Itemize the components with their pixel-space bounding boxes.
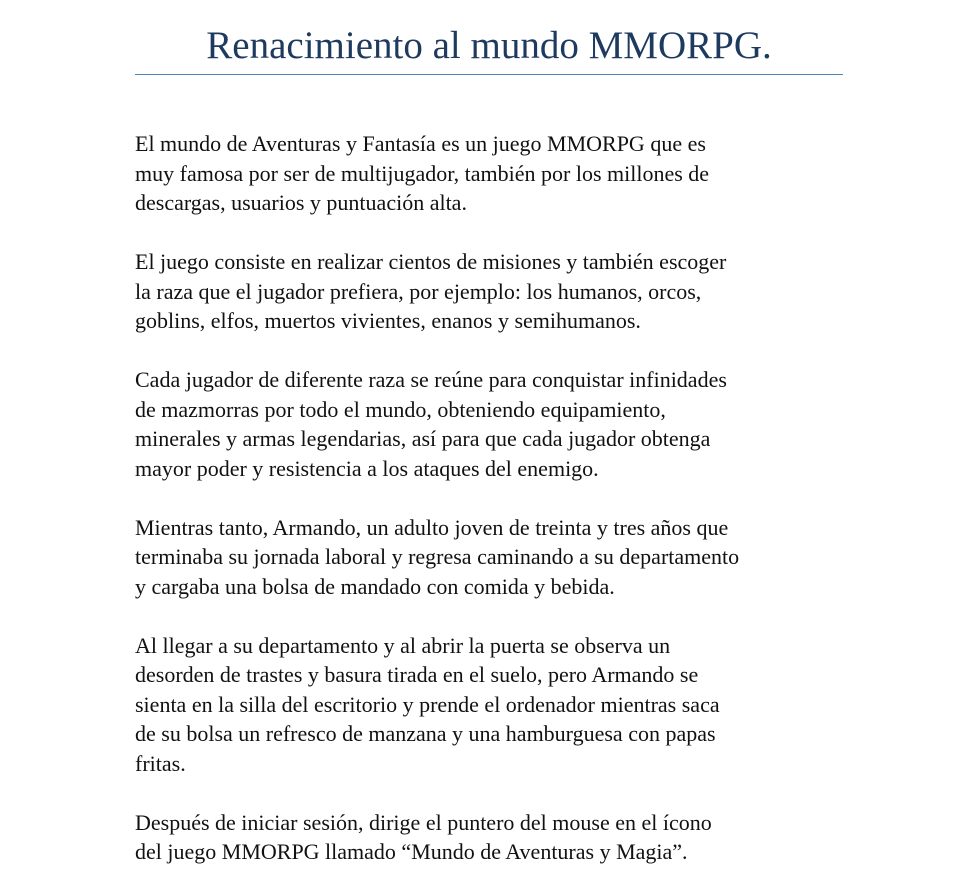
document-body (135, 129, 855, 896)
paragraph (135, 631, 855, 779)
paragraph (135, 808, 855, 867)
text-line: mayor poder y resistencia a los ataques del enemigo. (135, 455, 599, 481)
text-line: muy famosa por ser de multijugador, también por los millones de (135, 160, 710, 186)
text-line: fritas. (135, 750, 186, 776)
text-line: minerales y armas legendarias, así para que cada jugador obtenga (135, 426, 711, 451)
text-line: El mundo de Aventuras y Fantasía es un juego MMORPG que es (135, 131, 706, 156)
paragraph (135, 365, 855, 483)
text-line: Cada jugador de diferente raza se reúne para conquistar infinidades (135, 367, 727, 392)
text-line: desorden de trastes y basura tirada en el suelo, pero Armando se (135, 662, 699, 687)
text-line: terminaba su jornada laboral y regresa caminando a su departamento (135, 544, 740, 569)
paragraph (135, 513, 855, 602)
document-title: Renacimiento al mundo MMORPG. (206, 24, 772, 67)
text-line: El juego consiste en realizar cientos de misiones y también escoger (135, 249, 727, 274)
text-line: descargas, usuarios y puntuación alta. (135, 190, 467, 215)
paragraph (135, 247, 855, 336)
title-underline (135, 74, 843, 75)
text-line: y cargaba una bolsa de mandado con comida y bebida. (135, 573, 615, 599)
text-line: Al llegar a su departamento y al abrir la puerta se observa un (135, 632, 671, 658)
text-line: del juego MMORPG llamado “Mundo de Aventuras y Magia”. (135, 839, 688, 864)
text-line: goblins, elfos, muertos vivientes, enanos y semihumanos. (135, 308, 641, 333)
text-line: de mazmorras por todo el mundo, obteniendo equipamiento, (135, 396, 666, 422)
text-line: de su bolsa un refresco de manzana y una hamburguesa con papas (135, 721, 716, 746)
text-line: la raza que el jugador prefiera, por ejemplo: los humanos, orcos, (135, 278, 702, 304)
paragraph (135, 129, 855, 218)
text-line: Mientras tanto, Armando, un adulto joven de treinta y tres años que (135, 514, 729, 540)
text-line: Después de iniciar sesión, dirige el puntero del mouse en el ícono (135, 809, 712, 835)
text-line: sienta en la silla del escritorio y prende el ordenador mientras saca (135, 691, 720, 717)
